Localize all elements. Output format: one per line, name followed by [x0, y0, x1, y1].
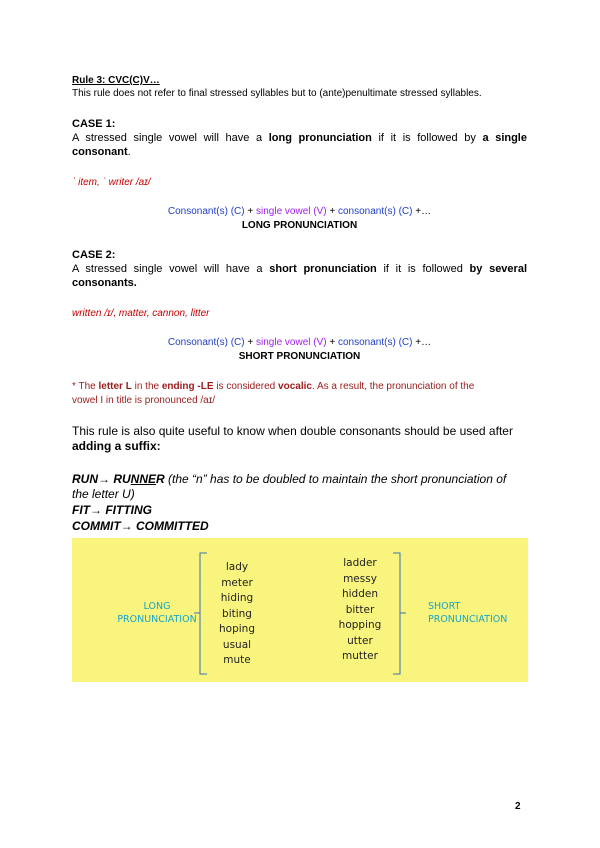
case1-label: LONG PRONUNCIATION: [241, 220, 358, 231]
list-item: hopping: [338, 619, 382, 631]
case2-text-line1: A stressed single vowel will have a short pronunciation if it is followed by several: [72, 263, 527, 275]
list-item: utter: [347, 634, 373, 647]
rule-description: This rule does not refer to final stressed syllables but to (ante)penultimate stressed syllables.: [72, 88, 482, 99]
short-label: SHORT PRONUNCIATION: [428, 601, 508, 625]
case2-formula: Consonant(s) (C) + single vowel (V) + consonant(s) (C) +…: [167, 337, 432, 348]
case1-formula: Consonant(s) (C) + single vowel (V) + consonant(s) (C) +…: [167, 206, 432, 217]
commit-example: COMMIT→ COMMITTED: [72, 519, 209, 533]
vocalic-note-line1: * The letter L in the ending -LE is considered vocalic. As a result, the pronunciation of the: [72, 381, 475, 392]
long-label: LONG PRONUNCIATION: [117, 601, 197, 625]
list-item: usual: [222, 638, 252, 651]
list-item: hidden: [341, 588, 379, 600]
case2-label: SHORT PRONUNCIATION: [238, 351, 361, 362]
page-number: 2: [515, 801, 521, 812]
case2-example: written /ɪ/, matter, cannon, litter: [72, 308, 210, 319]
list-item: mutter: [342, 650, 378, 662]
case1-text-line2: consonant.: [72, 146, 131, 158]
list-item: lady: [225, 561, 249, 573]
list-item: bitter: [345, 603, 375, 616]
list-item: mute: [223, 654, 251, 666]
left-bracket: [193, 552, 213, 676]
right-bracket: [390, 552, 410, 676]
suffix-text-line1: This rule is also quite useful to know when double consonants should be used after: [72, 424, 513, 438]
rule-title: Rule 3: CVC(C)V…: [72, 75, 160, 86]
case1-text-line1: A stressed single vowel will have a long pronunciation if it is followed by a single: [72, 132, 527, 144]
case1-example: ˈ item, ˈ writer /aɪ/: [72, 177, 151, 188]
run-example-line2: the letter U): [72, 487, 135, 501]
run-example: RUN→ RUNNER (the “n” has to be doubled to maintain the short pronunciation of: [72, 472, 507, 486]
case2-text-line2: consonants.: [72, 277, 137, 289]
case2-heading: CASE 2:: [72, 249, 116, 261]
list-item: hoping: [219, 623, 255, 635]
vocalic-note-line2: vowel I in title is pronounced /aɪ/: [72, 395, 216, 406]
list-item: messy: [343, 572, 377, 585]
fit-example: FIT→ FITTING: [72, 503, 152, 517]
long-words-list: [212, 560, 262, 669]
list-item: meter: [221, 576, 253, 589]
suffix-text-line2: adding a suffix:: [72, 439, 161, 453]
list-item: biting: [222, 607, 252, 620]
list-item: ladder: [343, 557, 377, 569]
short-words-list: [332, 556, 388, 665]
case1-heading: CASE 1:: [72, 118, 116, 130]
pronunciation-box: [72, 538, 528, 682]
list-item: hiding: [220, 592, 254, 604]
